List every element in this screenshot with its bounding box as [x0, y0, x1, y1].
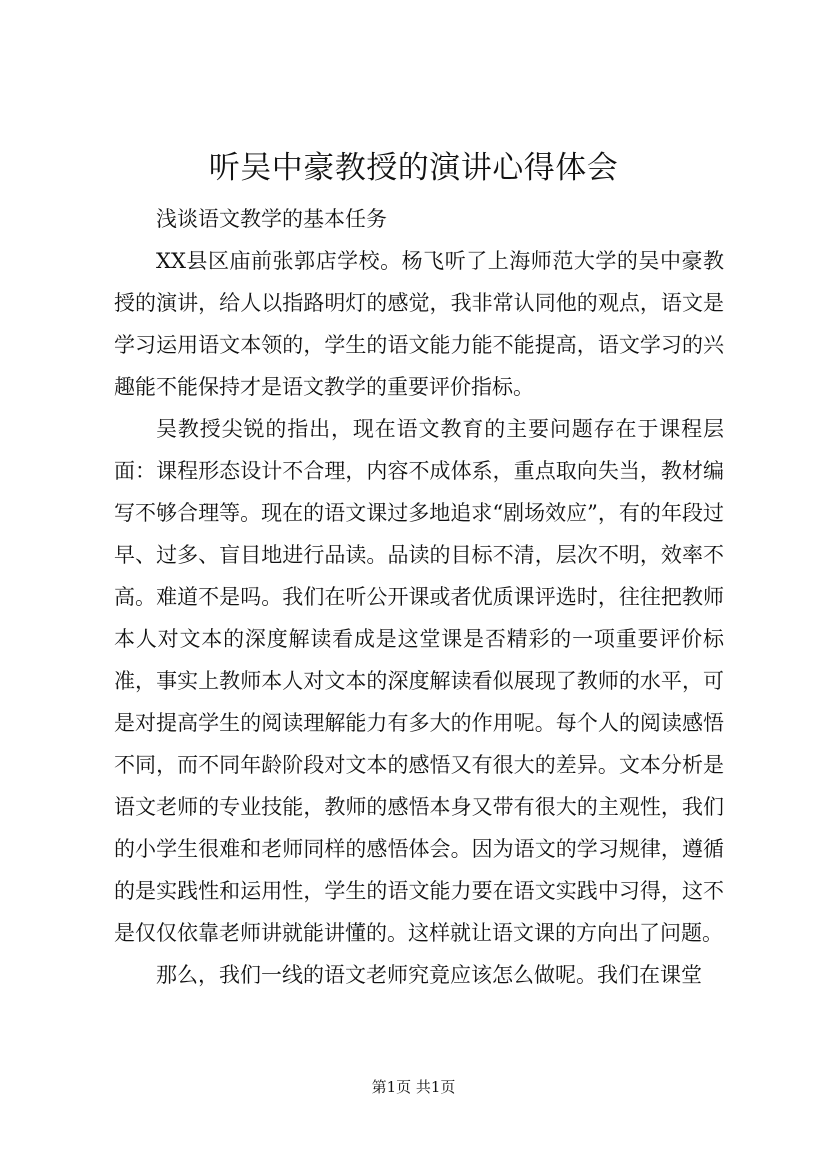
paragraph-2: 吴教授尖锐的指出，现在语文教育的主要问题存在于课程层面：课程形态设计不合理，内容不成体系，重点取向失当，教材编写不够合理等。现在的语文课过多地追求“剧场效应”，有的年段过早、过多、盲目地进行品读。品读的目标不清，层次不明，效率不高。难道不是吗。我们在听公开课或者优质课评选时，往往把教师本人对文本的深度解读看成是这堂课是否精彩的一项重要评价标准，事实上教师本人对文本的深度解读看似展现了教师的水平，可是对提高学生的阅读理解能力有多大的作用呢。每个人的阅读感悟不同，而不同年龄阶段对文本的感悟又有很大的差异。文本分析是语文老师的专业技能，教师的感悟本身又带有很大的主观性，我们的小学生很难和老师同样的感悟体会。因为语文的学习规律，遵循的是实践性和运用性，学生的语文能力要在语文实践中习得，这不是仅仅依靠老师讲就能讲懂的。这样就让语文课的方向出了问题。 [114, 417, 724, 945]
page-footer: 第1页 共1页 [371, 1078, 456, 1096]
paragraph-3: 那么，我们一线的语文老师究竟应该怎么做呢。我们在课堂 [156, 963, 702, 987]
paragraph-subtitle: 浅谈语文教学的基本任务 [156, 207, 387, 231]
document-title: 听吴中豪教授的演讲心得体会 [208, 150, 619, 186]
paragraph-1: XX县区庙前张郭店学校。杨飞听了上海师范大学的吴中豪教授的演讲，给人以指路明灯的感觉，我非常认同他的观点，语文是学习运用语文本领的，学生的语文能力能不能提高，语文学习的兴趣能不能保持才是语文教学的重要评价指标。 [114, 249, 724, 399]
document-body [114, 198, 724, 996]
